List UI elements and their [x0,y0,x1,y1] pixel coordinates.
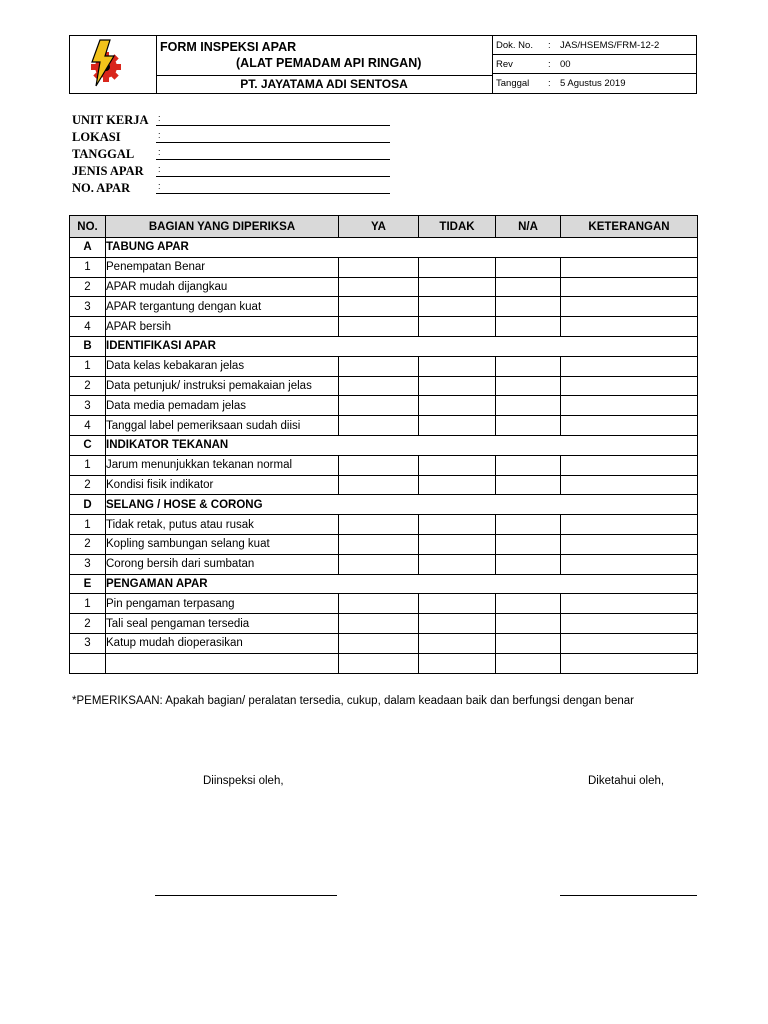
na-cell[interactable] [496,356,561,376]
table-row [70,297,698,317]
na-cell[interactable] [496,614,561,634]
keterangan-cell[interactable] [561,396,698,416]
info-colon: : [158,147,161,157]
row-number: 3 [70,554,106,574]
lokasi-field[interactable] [156,142,390,143]
row-number: 2 [70,534,106,554]
info-colon: : [158,130,161,140]
table-row [70,277,698,297]
col-header-tidak: TIDAK [419,216,496,238]
meta-colon: : [548,40,551,51]
na-cell[interactable] [496,475,561,495]
row-number: 1 [70,455,106,475]
row-item: APAR mudah dijangkau [106,277,339,297]
section-row [70,574,698,594]
table-row [70,257,698,277]
row-number: 3 [70,396,106,416]
keterangan-cell[interactable] [561,416,698,436]
row-number: 1 [70,594,106,614]
tidak-cell[interactable] [419,475,496,495]
row-item: Kondisi fisik indikator [106,475,339,495]
section-row [70,435,698,455]
row-number: 4 [70,416,106,436]
info-lokasi[interactable] [72,130,390,147]
keterangan-cell[interactable] [561,257,698,277]
tidak-cell[interactable] [419,614,496,634]
row-item: Tanggal label pemeriksaan sudah diisi [106,416,339,436]
row-number: 1 [70,515,106,535]
col-header-no: NO. [70,216,106,238]
meta-rev [492,55,696,74]
ya-cell[interactable] [339,594,419,614]
title-cell [156,36,493,93]
section-title: PENGAMAN APAR [106,574,698,594]
logo-cell [70,36,157,93]
meta-value: JAS/HSEMS/FRM-12-2 [560,40,660,51]
table-row [70,594,698,614]
meta-label: Tanggal [496,78,530,89]
keterangan-cell[interactable] [561,356,698,376]
section-title: SELANG / HOSE & CORONG [106,495,698,515]
table-row [70,475,698,495]
acknowledged-by-label: Diketahui oleh, [588,775,665,787]
na-cell[interactable] [496,277,561,297]
inspected-by-label: Diinspeksi oleh, [203,775,284,787]
row-item [106,653,339,673]
row-item: Katup mudah dioperasikan [106,633,339,653]
row-number: 3 [70,297,106,317]
tidak-cell[interactable] [419,554,496,574]
ya-cell[interactable] [339,515,419,535]
keterangan-cell[interactable] [561,515,698,535]
info-no-apar[interactable] [72,181,390,198]
no-apar-field[interactable] [156,193,390,194]
tidak-cell[interactable] [419,455,496,475]
na-cell[interactable] [496,257,561,277]
keterangan-cell[interactable] [561,633,698,653]
ya-cell[interactable] [339,554,419,574]
keterangan-cell[interactable] [561,594,698,614]
table-row [70,653,698,673]
col-header-item: BAGIAN YANG DIPERIKSA [106,216,339,238]
tidak-cell[interactable] [419,376,496,396]
table-row [70,416,698,436]
info-label: TANGGAL [72,147,135,161]
inspector-signature-line[interactable] [155,895,337,896]
table-header-row [70,216,698,238]
na-cell[interactable] [496,653,561,673]
row-number: 4 [70,317,106,337]
table-row [70,455,698,475]
keterangan-cell[interactable] [561,455,698,475]
lightning-gear-logo-icon [70,36,156,93]
ya-cell[interactable] [339,633,419,653]
na-cell[interactable] [496,534,561,554]
company-name: PT. JAYATAMA ADI SENTOSA [156,75,492,93]
row-number: 2 [70,614,106,634]
ya-cell[interactable] [339,416,419,436]
na-cell[interactable] [496,633,561,653]
ya-cell[interactable] [339,257,419,277]
tidak-cell[interactable] [419,515,496,535]
unit-kerja-field[interactable] [156,125,390,126]
na-cell[interactable] [496,515,561,535]
row-item: Data kelas kebakaran jelas [106,356,339,376]
keterangan-cell[interactable] [561,297,698,317]
row-number: 2 [70,277,106,297]
ya-cell[interactable] [339,653,419,673]
info-label: UNIT KERJA [72,113,149,127]
keterangan-cell[interactable] [561,376,698,396]
tanggal-field[interactable] [156,159,390,160]
section-title: TABUNG APAR [106,238,698,258]
info-colon: : [158,181,161,191]
meta-value: 5 Agustus 2019 [560,78,626,89]
keterangan-cell[interactable] [561,277,698,297]
na-cell[interactable] [496,317,561,337]
section-row [70,238,698,258]
col-header-na: N/A [496,216,561,238]
document-meta [492,36,696,93]
table-row [70,515,698,535]
tidak-cell[interactable] [419,633,496,653]
section-letter: C [70,435,106,455]
na-cell[interactable] [496,554,561,574]
row-item: Tali seal pengaman tersedia [106,614,339,634]
info-unit-kerja[interactable] [72,113,390,130]
row-item: APAR tergantung dengan kuat [106,297,339,317]
row-item: Pin pengaman terpasang [106,594,339,614]
table-row [70,317,698,337]
section-row [70,495,698,515]
jenis-apar-field[interactable] [156,176,390,177]
row-item: Data media pemadam jelas [106,396,339,416]
na-cell[interactable] [496,416,561,436]
na-cell[interactable] [496,594,561,614]
meta-label: Rev [496,59,513,70]
row-item: Penempatan Benar [106,257,339,277]
info-tanggal[interactable] [72,147,390,164]
tidak-cell[interactable] [419,297,496,317]
table-row [70,614,698,634]
meta-label: Dok. No. [496,40,533,51]
tidak-cell[interactable] [419,396,496,416]
table-row [70,534,698,554]
meta-doc-no [492,36,696,55]
ya-cell[interactable] [339,317,419,337]
row-item: Kopling sambungan selang kuat [106,534,339,554]
table-row [70,554,698,574]
ya-cell[interactable] [339,297,419,317]
table-row [70,396,698,416]
section-title: INDIKATOR TEKANAN [106,435,698,455]
row-number: 2 [70,376,106,396]
meta-colon: : [548,78,551,89]
tidak-cell[interactable] [419,277,496,297]
inspection-table [69,215,698,674]
meta-colon: : [548,59,551,70]
row-item: Tidak retak, putus atau rusak [106,515,339,535]
keterangan-cell[interactable] [561,317,698,337]
keterangan-cell[interactable] [561,475,698,495]
table-row [70,633,698,653]
na-cell[interactable] [496,396,561,416]
na-cell[interactable] [496,297,561,317]
ya-cell[interactable] [339,396,419,416]
table-row [70,376,698,396]
meta-value: 00 [560,59,571,70]
document-header [69,35,697,94]
section-row [70,336,698,356]
form-subtitle: (ALAT PEMADAM API RINGAN) [236,56,422,70]
ya-cell[interactable] [339,277,419,297]
tidak-cell[interactable] [419,594,496,614]
info-label: JENIS APAR [72,164,144,178]
section-letter: D [70,495,106,515]
info-jenis-apar[interactable] [72,164,390,181]
na-cell[interactable] [496,455,561,475]
row-item: Corong bersih dari sumbatan [106,554,339,574]
col-header-ya: YA [339,216,419,238]
section-letter: A [70,238,106,258]
row-number: 1 [70,257,106,277]
keterangan-cell[interactable] [561,554,698,574]
info-label: NO. APAR [72,181,131,195]
acknowledger-signature-line[interactable] [560,895,697,896]
meta-date [492,74,696,93]
keterangan-cell[interactable] [561,614,698,634]
ya-cell[interactable] [339,356,419,376]
ya-cell[interactable] [339,455,419,475]
row-number [70,653,106,673]
tidak-cell[interactable] [419,416,496,436]
keterangan-cell[interactable] [561,534,698,554]
tidak-cell[interactable] [419,317,496,337]
info-colon: : [158,113,161,123]
row-number: 2 [70,475,106,495]
na-cell[interactable] [496,376,561,396]
row-number: 3 [70,633,106,653]
col-header-keterangan: KETERANGAN [561,216,698,238]
info-colon: : [158,164,161,174]
row-item: Jarum menunjukkan tekanan normal [106,455,339,475]
section-title: IDENTIFIKASI APAR [106,336,698,356]
row-number: 1 [70,356,106,376]
ya-cell[interactable] [339,614,419,634]
table-row [70,356,698,376]
form-title: FORM INSPEKSI APAR [160,40,297,54]
tidak-cell[interactable] [419,257,496,277]
tidak-cell[interactable] [419,653,496,673]
inspection-note: *PEMERIKSAAN: Apakah bagian/ peralatan tersedia, cukup, dalam keadaan baik dan berfungsi dengan benar [72,695,634,707]
info-label: LOKASI [72,130,121,144]
ya-cell[interactable] [339,376,419,396]
section-letter: B [70,336,106,356]
row-item: Data petunjuk/ instruksi pemakaian jelas [106,376,339,396]
section-letter: E [70,574,106,594]
ya-cell[interactable] [339,534,419,554]
ya-cell[interactable] [339,475,419,495]
tidak-cell[interactable] [419,356,496,376]
tidak-cell[interactable] [419,534,496,554]
row-item: APAR bersih [106,317,339,337]
keterangan-cell[interactable] [561,653,698,673]
